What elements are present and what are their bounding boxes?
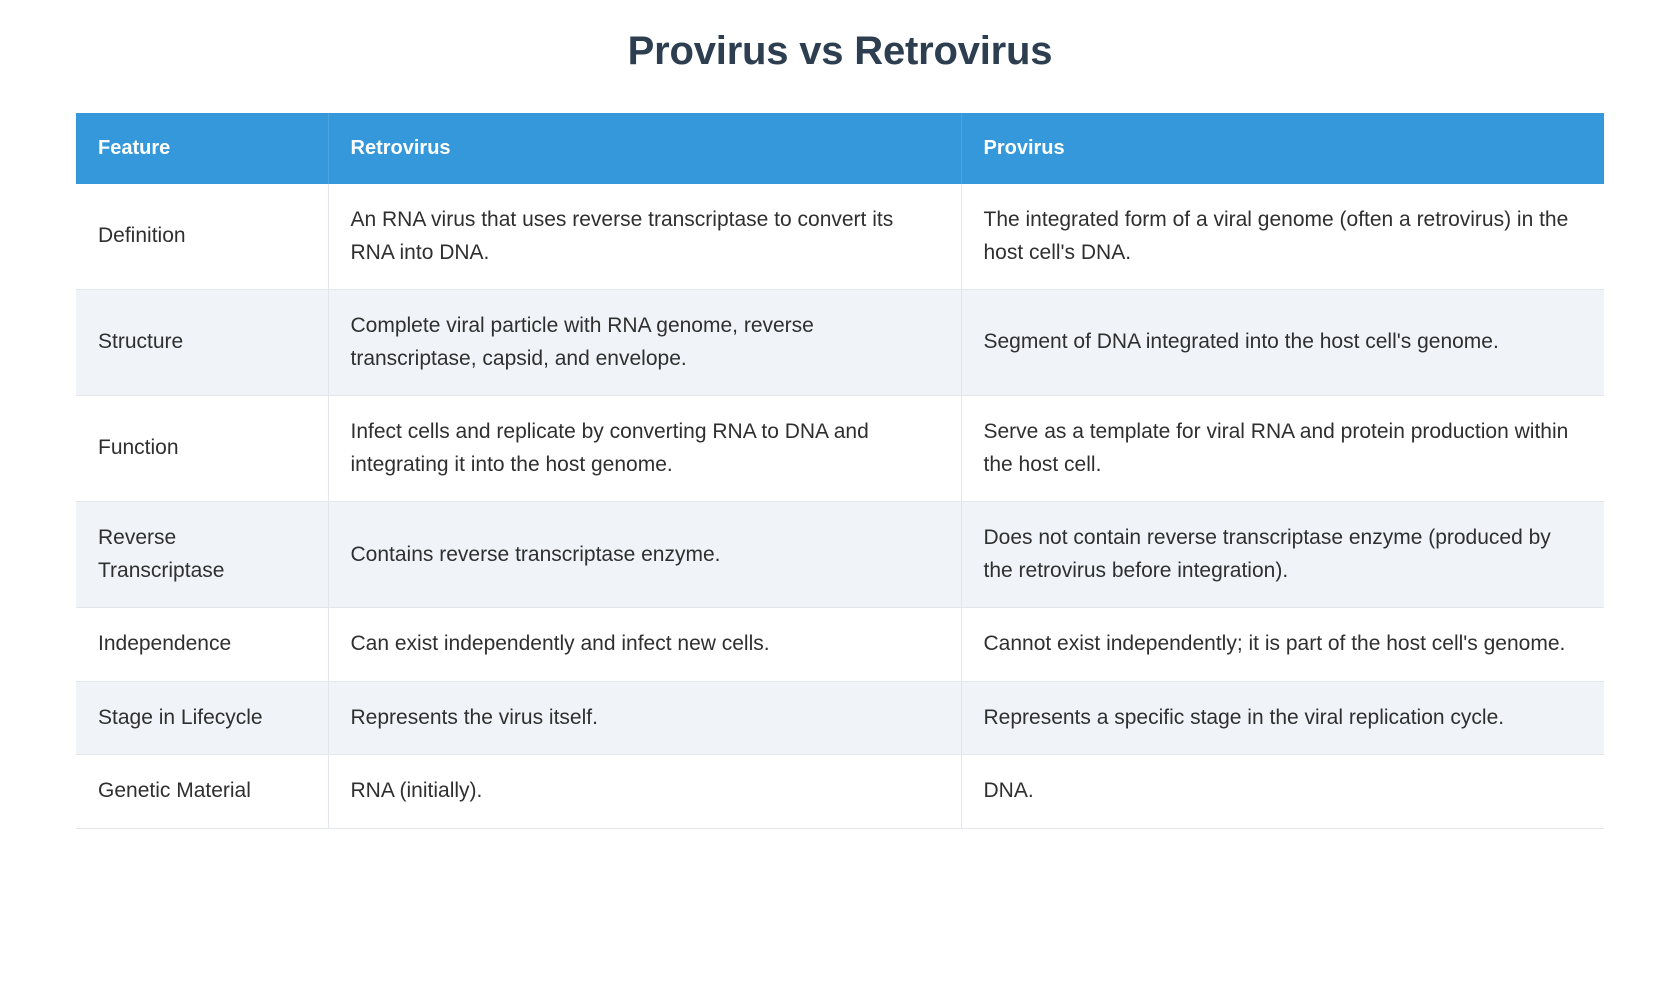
cell-retrovirus: RNA (initially). — [328, 755, 961, 829]
table-header-row — [76, 113, 1604, 184]
cell-provirus: Serve as a template for viral RNA and protein production within the host cell. — [961, 396, 1604, 502]
cell-retrovirus: Infect cells and replicate by converting RNA to DNA and integrating it into the host genome. — [328, 396, 961, 502]
cell-provirus: Does not contain reverse transcriptase enzyme (produced by the retrovirus before integration). — [961, 502, 1604, 608]
cell-feature: Definition — [76, 184, 328, 290]
cell-retrovirus: An RNA virus that uses reverse transcriptase to convert its RNA into DNA. — [328, 184, 961, 290]
table-row — [76, 681, 1604, 755]
cell-retrovirus: Represents the virus itself. — [328, 681, 961, 755]
cell-feature: Stage in Lifecycle — [76, 681, 328, 755]
table-header — [76, 113, 1604, 184]
cell-feature: Independence — [76, 608, 328, 682]
column-header-provirus: Provirus — [961, 113, 1604, 184]
cell-retrovirus: Complete viral particle with RNA genome, reverse transcriptase, capsid, and envelope. — [328, 290, 961, 396]
cell-provirus: Cannot exist independently; it is part of the host cell's genome. — [961, 608, 1604, 682]
column-header-feature: Feature — [76, 113, 328, 184]
table-row — [76, 290, 1604, 396]
cell-feature: Structure — [76, 290, 328, 396]
cell-feature: Reverse Transcriptase — [76, 502, 328, 608]
table-row — [76, 608, 1604, 682]
column-header-retrovirus: Retrovirus — [328, 113, 961, 184]
cell-retrovirus: Contains reverse transcriptase enzyme. — [328, 502, 961, 608]
comparison-table — [76, 113, 1604, 829]
cell-retrovirus: Can exist independently and infect new cells. — [328, 608, 961, 682]
comparison-table-container — [35, 75, 1645, 829]
cell-provirus: Represents a specific stage in the viral replication cycle. — [961, 681, 1604, 755]
table-row — [76, 755, 1604, 829]
table-body — [76, 184, 1604, 829]
cell-provirus: The integrated form of a viral genome (often a retrovirus) in the host cell's DNA. — [961, 184, 1604, 290]
cell-provirus: DNA. — [961, 755, 1604, 829]
cell-feature: Function — [76, 396, 328, 502]
table-row — [76, 502, 1604, 608]
page-title: Provirus vs Retrovirus — [627, 29, 1053, 73]
table-row — [76, 396, 1604, 502]
cell-provirus: Segment of DNA integrated into the host cell's genome. — [961, 290, 1604, 396]
cell-feature: Genetic Material — [76, 755, 328, 829]
table-row — [76, 184, 1604, 290]
